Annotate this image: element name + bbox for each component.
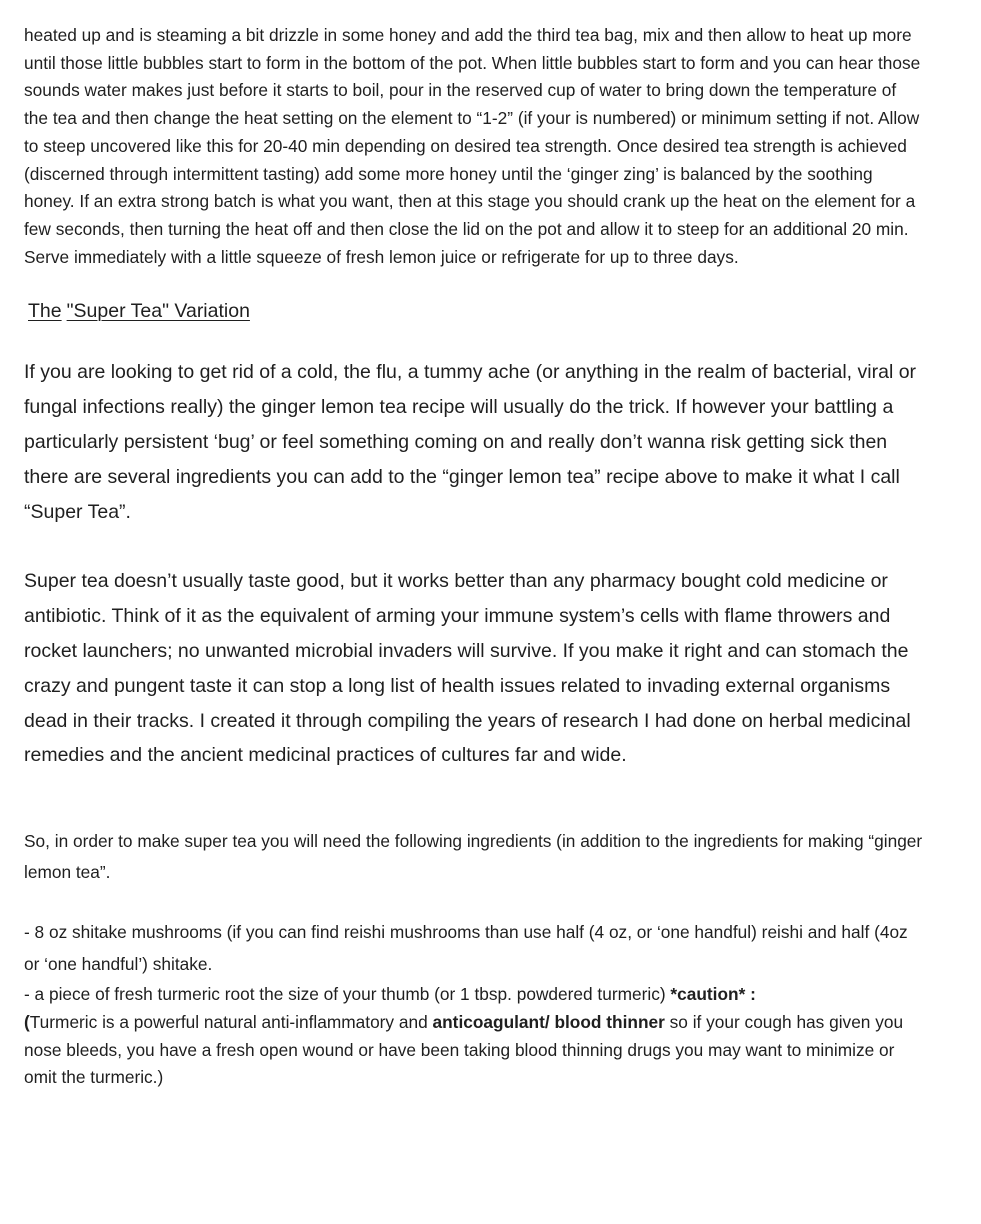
section-heading (24, 271, 924, 329)
document-page (24, 22, 924, 1092)
intro-paragraph: heated up and is steaming a bit drizzle in some honey and add the third tea bag, mix and then allow to heat up more until those little bubbles start to form in the bottom of the pot. When little bubbles start to form and you can hear those sounds water makes just before it starts to boil, pour in the reserved cup of water to bring down the temperature of the tea and then change the heat setting on the element to “1-2” (if your is numbered) or minimum setting if not. Allow to steep uncovered like this for 20-40 min depending on desired tea strength. Once desired tea strength is achieved (discerned through intermittent tasting) add some more honey until the ‘ginger zing’ is balanced by the soothing honey. If an extra strong batch is what you want, then at this stage you should crank up the heat on the element for a few seconds, then turning the heat off and then close the lid on the pot and allow it to steep for an additional 20 min. Serve immediately with a little squeeze of fresh lemon juice or refrigerate for up to three days. (24, 25, 921, 267)
ingredients-list (24, 917, 924, 1092)
turmeric-text: - a piece of fresh turmeric root the size of your thumb (or 1 tbsp. powdered turmeric) (24, 984, 671, 1005)
paragraph-cold-flu: If you are looking to get rid of a cold, the flu, a tummy ache (or anything in the realm of bacterial, viral or fungal infections really) the ginger lemon tea recipe will usually do the trick. If however your battling a particularly persistent ‘bug’ or feel something coming on and really don’t wanna risk getting sick then there are several ingredients you can add to the “ginger lemon tea” recipe above to make it what I call “Super Tea”. (24, 361, 917, 523)
turmeric-caution-text: Turmeric is a powerful natural anti-inflammatory and (29, 1011, 433, 1032)
ingredient-turmeric (24, 981, 924, 1092)
section-heading-part-1: The (28, 300, 62, 323)
ingredient-mushrooms: - 8 oz shitake mushrooms (if you can find reishi mushrooms than use half (4 oz, or ‘one handful) reishi and half (4oz or ‘one handful’) shitake. (24, 922, 908, 974)
anticoagulant-term: anticoagulant/ blood thinner (432, 1011, 665, 1032)
ingredients-intro: So, in order to make super tea you will need the following ingredients (in addition to the ingredients for making “ginger lemon tea”. (24, 831, 923, 883)
caution-paren: ( (24, 1011, 30, 1032)
turmeric-caution-continued: so if your cough has given you nose bleeds, you have a fresh open wound or have been taking blood thinning drugs you may want to minimize or omit the turmeric.) (24, 1011, 904, 1088)
section-heading-part-2: "Super Tea" Variation (66, 300, 250, 323)
caution-label: *caution* : (670, 984, 756, 1005)
paragraph-super-tea-description: Super tea doesn’t usually taste good, but it works better than any pharmacy bought cold medicine or antibiotic. Think of it as the equivalent of arming your immune system’s cells with flame throwers and rocket launchers; no unwanted microbial invaders will survive. If you make it right and can stomach the crazy and pungent taste it can stop a long list of health issues related to invading external organisms dead in their tracks. I created it through compiling the years of research I had done on herbal medicinal remedies and the ancient medicinal practices of cultures far and wide. (24, 570, 911, 767)
